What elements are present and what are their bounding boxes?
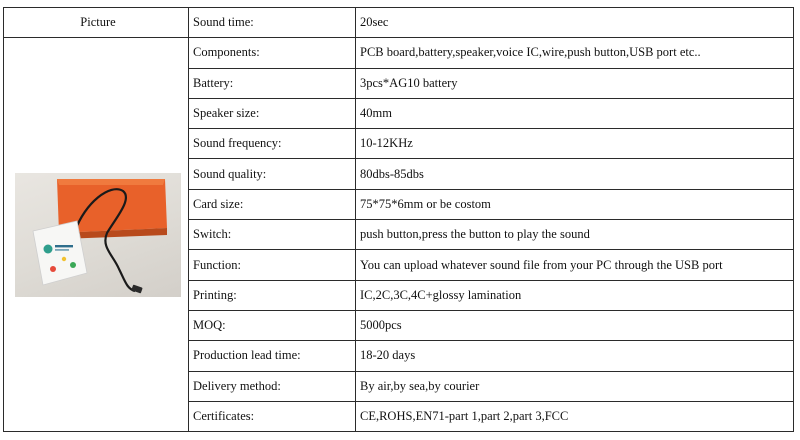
product-photo-illustration (15, 173, 181, 297)
spec-value: By air,by sea,by courier (356, 371, 794, 401)
table-row (4, 8, 794, 38)
spec-label: Certificates: (189, 401, 356, 431)
spec-label: Production lead time: (189, 341, 356, 371)
picture-cell (4, 38, 189, 432)
spec-value: 75*75*6mm or be costom (356, 189, 794, 219)
table-row (4, 38, 794, 68)
spec-sheet (3, 7, 793, 432)
spec-label: Card size: (189, 189, 356, 219)
spec-table (3, 7, 794, 432)
spec-label: Printing: (189, 280, 356, 310)
product-photo (15, 173, 181, 297)
spec-value: 5000pcs (356, 310, 794, 340)
spec-value: CE,ROHS,EN71-part 1,part 2,part 3,FCC (356, 401, 794, 431)
spec-value: 80dbs-85dbs (356, 159, 794, 189)
spec-label: MOQ: (189, 310, 356, 340)
spec-value: 20sec (356, 8, 794, 38)
spec-value: IC,2C,3C,4C+glossy lamination (356, 280, 794, 310)
spec-label: Speaker size: (189, 98, 356, 128)
spec-label: Sound time: (189, 8, 356, 38)
spec-value: You can upload whatever sound file from your PC through the USB port (356, 250, 794, 280)
spec-label: Switch: (189, 220, 356, 250)
spec-label: Components: (189, 38, 356, 68)
picture-header: Picture (4, 8, 189, 38)
spec-label: Sound quality: (189, 159, 356, 189)
spec-value: 10-12KHz (356, 129, 794, 159)
spec-label: Delivery method: (189, 371, 356, 401)
spec-label: Sound frequency: (189, 129, 356, 159)
spec-value: 40mm (356, 98, 794, 128)
spec-label: Function: (189, 250, 356, 280)
spec-value: push button,press the button to play the sound (356, 220, 794, 250)
spec-label: Battery: (189, 68, 356, 98)
spec-value: 3pcs*AG10 battery (356, 68, 794, 98)
spec-value: PCB board,battery,speaker,voice IC,wire,push button,USB port etc.. (356, 38, 794, 68)
spec-value: 18-20 days (356, 341, 794, 371)
